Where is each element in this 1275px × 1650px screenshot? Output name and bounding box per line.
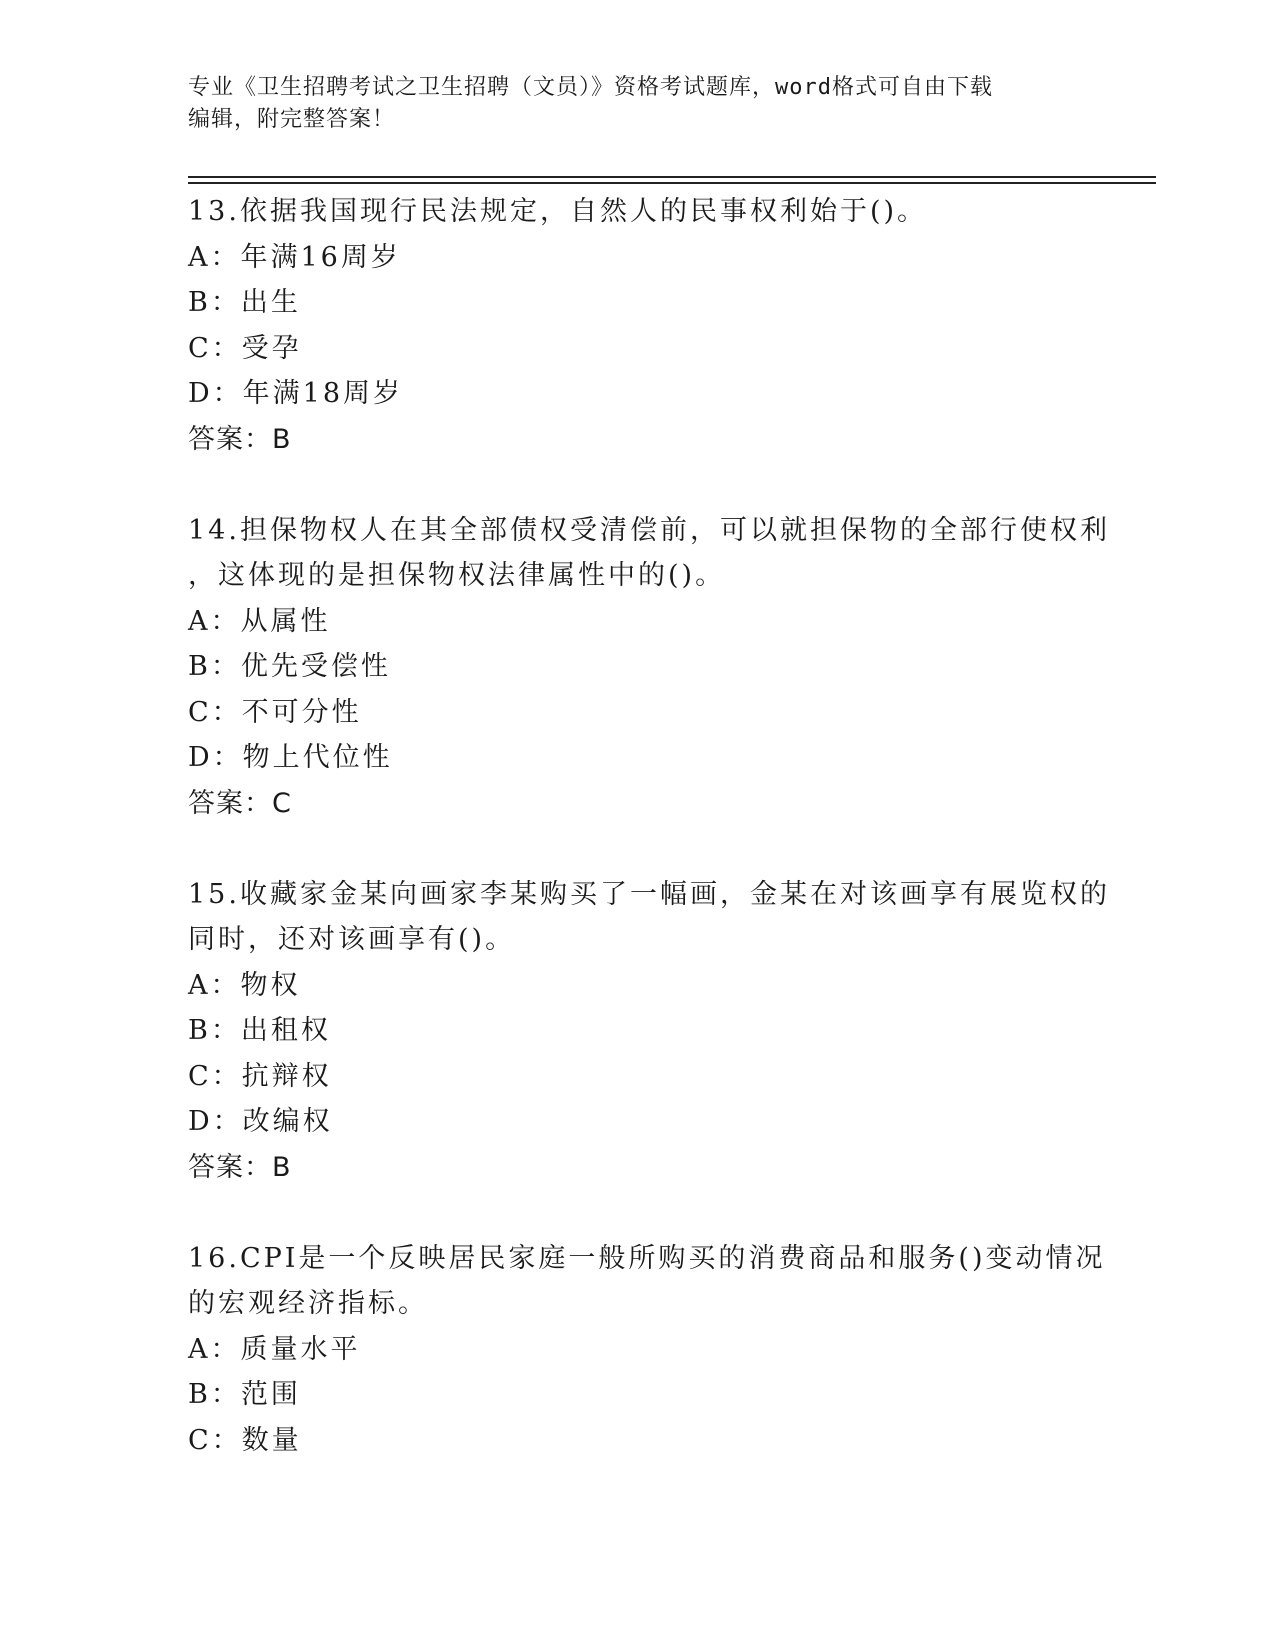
header-line-1: 专业《卫生招聘考试之卫生招聘（文员）》资格考试题库，word格式可自由下载 (188, 75, 993, 100)
question-stem: 13.依据我国现行民法规定，自然人的民事权利始于()。 (188, 196, 928, 227)
question-stem-continued: ，这体现的是担保物权法律属性中的()。 (188, 560, 726, 591)
option-b: B：优先受偿性 (188, 651, 391, 682)
option-b: B：出租权 (188, 1015, 331, 1046)
option-a: A：从属性 (188, 605, 331, 637)
header-rule-bottom (188, 182, 1156, 184)
option-a: A：物权 (188, 969, 301, 1001)
answer: 答案：B (188, 1151, 292, 1183)
question-list (188, 189, 1110, 1463)
question-13 (188, 189, 1088, 462)
question-15 (188, 872, 1110, 1191)
option-c: C：受孕 (188, 332, 302, 364)
header-rule-top (188, 176, 1156, 178)
option-b: B：出生 (188, 287, 301, 318)
question-16 (188, 1236, 1106, 1464)
option-a: A：质量水平 (188, 1333, 361, 1365)
option-d: D：年满18周岁 (188, 378, 404, 409)
question-stem-continued: 同时，还对该画享有()。 (188, 924, 516, 955)
question-stem-continued: 的宏观经济指标。 (188, 1288, 428, 1319)
document-header (188, 72, 1088, 136)
option-c: C：不可分性 (188, 696, 362, 728)
question-spacer (188, 462, 1088, 508)
option-c: C：数量 (188, 1424, 302, 1456)
question-14 (188, 508, 1110, 827)
question-spacer (188, 826, 1088, 872)
option-c: C：抗辩权 (188, 1060, 332, 1092)
question-stem: 15.收藏家金某向画家李某购买了一幅画，金某在对该画享有展览权的 (188, 878, 1110, 910)
option-d: D：物上代位性 (188, 742, 393, 773)
answer: 答案：B (188, 423, 292, 455)
answer: 答案：C (188, 787, 292, 819)
question-stem: 14.担保物权人在其全部债权受清偿前，可以就担保物的全部行使权利 (188, 514, 1110, 546)
option-b: B：范围 (188, 1379, 301, 1410)
header-line-2: 编辑，附完整答案！ (188, 107, 396, 132)
option-d: D：改编权 (188, 1106, 333, 1137)
question-stem: 16.CPI是一个反映居民家庭一般所购买的消费商品和服务()变动情况 (188, 1242, 1106, 1274)
option-a: A：年满16周岁 (188, 241, 401, 273)
question-spacer (188, 1190, 1088, 1236)
